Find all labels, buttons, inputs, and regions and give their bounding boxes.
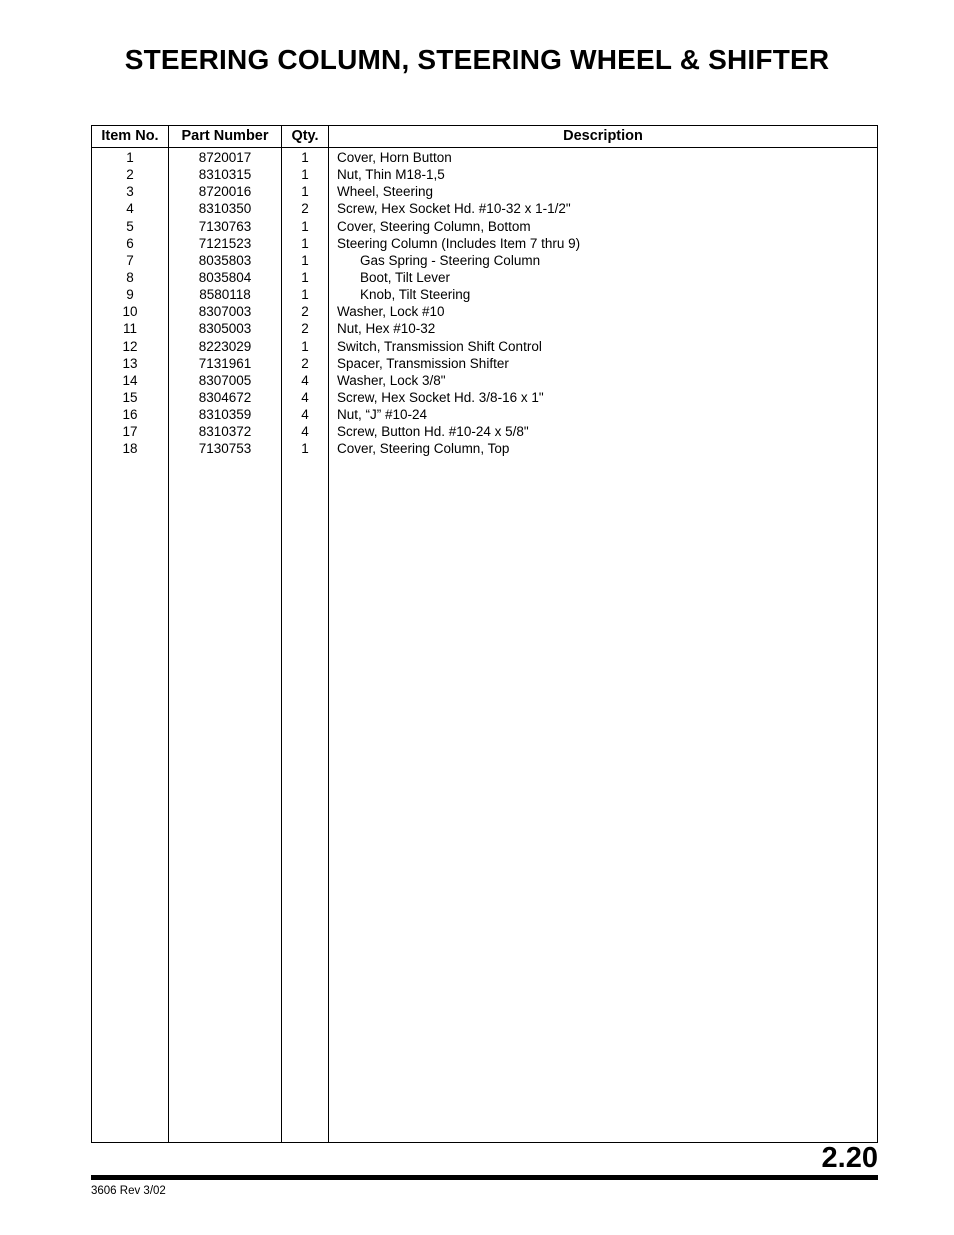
- item-number-cell: 7: [126, 252, 134, 268]
- table-row: [92, 269, 877, 286]
- description-cell: Screw, Hex Socket Hd. 3/8-16 x 1": [337, 389, 544, 405]
- item-number-cell: 18: [122, 441, 138, 457]
- page-title: STEERING COLUMN, STEERING WHEEL & SHIFTER: [124, 44, 830, 75]
- item-number-cell: 15: [122, 389, 138, 405]
- part-number-cell: 7130753: [198, 441, 252, 457]
- quantity-cell: 4: [301, 407, 309, 423]
- item-number-cell: 1: [126, 150, 134, 165]
- part-number-cell: 8035804: [198, 269, 252, 285]
- table-row: [92, 338, 877, 355]
- table-row: [92, 286, 877, 303]
- table-row: [92, 200, 877, 217]
- description-cell: Steering Column (Includes Item 7 thru 9): [337, 235, 581, 251]
- part-number-cell: 8310359: [198, 407, 252, 423]
- header-description: Description: [563, 128, 643, 144]
- description-cell: Nut, Thin M18-1,5: [337, 167, 445, 183]
- description-cell: Spacer, Transmission Shifter: [337, 355, 509, 371]
- table-row: [92, 183, 877, 200]
- parts-table-body: [92, 149, 877, 458]
- description-cell: Screw, Button Hd. #10-24 x 5/8": [337, 424, 529, 440]
- description-cell: Boot, Tilt Lever: [360, 269, 451, 285]
- item-number-cell: 8: [126, 269, 134, 285]
- item-number-cell: 6: [126, 235, 134, 251]
- quantity-cell: 1: [301, 287, 309, 303]
- table-row: [92, 389, 877, 406]
- part-number-cell: 7130763: [198, 218, 252, 234]
- part-number-cell: 8720016: [198, 184, 252, 200]
- part-number-cell: 8307005: [198, 372, 252, 388]
- header-qty: Qty.: [291, 128, 319, 144]
- item-number-cell: 11: [122, 321, 137, 337]
- quantity-cell: 1: [301, 252, 309, 268]
- quantity-cell: 4: [301, 424, 309, 440]
- part-number-cell: 7121523: [198, 235, 252, 251]
- quantity-cell: 4: [301, 372, 309, 388]
- part-number-cell: 8223029: [198, 338, 252, 354]
- table-row: [92, 406, 877, 423]
- part-number-cell: 7131961: [198, 355, 252, 371]
- header-part-number: Part Number: [181, 128, 269, 144]
- table-row: [92, 423, 877, 440]
- quantity-cell: 1: [301, 150, 309, 165]
- item-number-cell: 9: [126, 287, 134, 303]
- table-row: [92, 303, 877, 320]
- table-row: [92, 166, 877, 183]
- item-number-cell: 2: [126, 167, 134, 183]
- header-item-no: Item No.: [101, 128, 159, 144]
- description-cell: Cover, Steering Column, Top: [337, 441, 510, 457]
- item-number-cell: 13: [122, 355, 138, 371]
- quantity-cell: 2: [301, 355, 309, 371]
- description-cell: Gas Spring - Steering Column: [360, 252, 541, 268]
- description-cell: Knob, Tilt Steering: [360, 287, 471, 303]
- table-row: [92, 235, 877, 252]
- quantity-cell: 1: [301, 218, 309, 234]
- part-number-cell: 8307003: [198, 304, 252, 320]
- table-row: [92, 440, 877, 457]
- item-number-cell: 12: [122, 338, 138, 354]
- table-row: [92, 355, 877, 372]
- description-cell: Cover, Horn Button: [337, 150, 452, 165]
- item-number-cell: 4: [126, 201, 134, 217]
- item-number-cell: 5: [126, 218, 134, 234]
- quantity-cell: 1: [301, 184, 309, 200]
- table-row: [92, 372, 877, 389]
- document-code: 3606 Rev 3/02: [91, 1185, 166, 1197]
- quantity-cell: 4: [301, 389, 309, 405]
- part-number-cell: 8310372: [198, 424, 252, 440]
- footer-rule: [91, 1175, 878, 1180]
- item-number-cell: 3: [126, 184, 134, 200]
- part-number-cell: 8720017: [198, 150, 252, 165]
- description-cell: Nut, “J” #10-24: [337, 407, 428, 423]
- table-row: [92, 149, 877, 166]
- part-number-cell: 8305003: [198, 321, 252, 337]
- quantity-cell: 1: [301, 338, 309, 354]
- quantity-cell: 1: [301, 441, 309, 457]
- section-number: 2.20: [821, 1142, 878, 1174]
- header-divider: [92, 147, 877, 148]
- item-number-cell: 14: [122, 372, 138, 388]
- quantity-cell: 2: [301, 304, 309, 320]
- quantity-cell: 2: [301, 201, 309, 217]
- parts-table: [91, 125, 878, 1143]
- quantity-cell: 1: [301, 235, 309, 251]
- description-cell: Washer, Lock 3/8": [337, 372, 446, 388]
- part-number-cell: 8310350: [198, 201, 252, 217]
- table-row: [92, 252, 877, 269]
- quantity-cell: 1: [301, 167, 309, 183]
- description-cell: Washer, Lock #10: [337, 304, 445, 320]
- quantity-cell: 2: [301, 321, 309, 337]
- quantity-cell: 1: [301, 269, 309, 285]
- description-cell: Wheel, Steering: [337, 184, 434, 200]
- item-number-cell: 10: [122, 304, 138, 320]
- item-number-cell: 16: [122, 407, 138, 423]
- part-number-cell: 8035803: [198, 252, 252, 268]
- description-cell: Nut, Hex #10-32: [337, 321, 436, 337]
- part-number-cell: 8310315: [198, 167, 252, 183]
- part-number-cell: 8304672: [198, 389, 252, 405]
- description-cell: Screw, Hex Socket Hd. #10-32 x 1-1/2": [337, 201, 571, 217]
- item-number-cell: 17: [122, 424, 138, 440]
- part-number-cell: 8580118: [199, 287, 251, 303]
- table-row: [92, 218, 877, 235]
- description-cell: Cover, Steering Column, Bottom: [337, 218, 531, 234]
- table-row: [92, 320, 877, 337]
- description-cell: Switch, Transmission Shift Control: [337, 338, 542, 354]
